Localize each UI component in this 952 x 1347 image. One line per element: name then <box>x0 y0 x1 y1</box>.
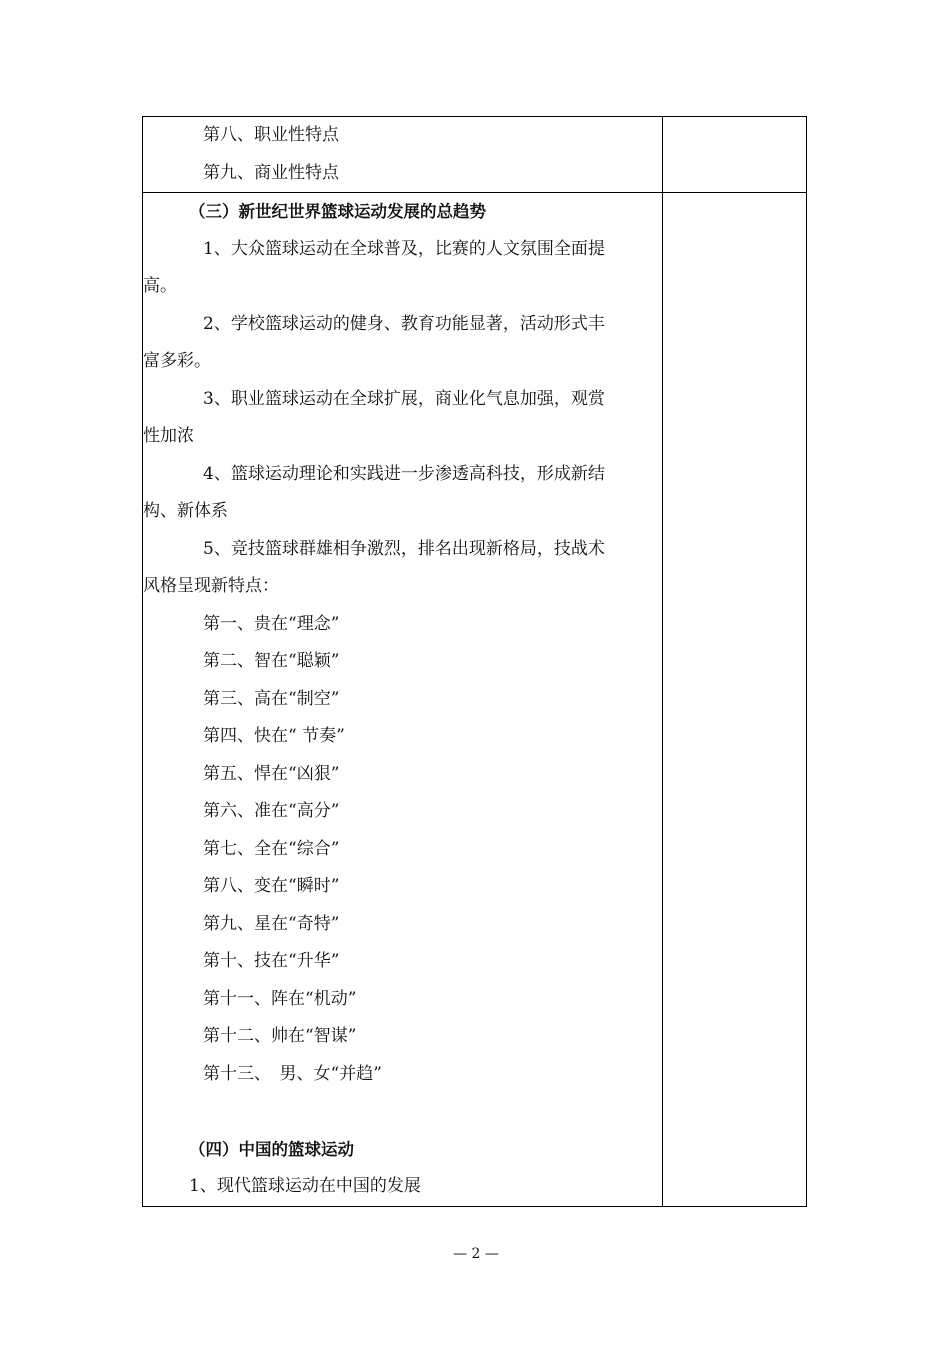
spacer <box>143 1093 662 1131</box>
paragraph-line: 风格呈现新特点： <box>143 576 279 596</box>
list-item: 第七、全在“综合” <box>203 838 340 859</box>
list-item: 第九、星在“奇特” <box>203 913 340 934</box>
notes-cell <box>663 193 807 1207</box>
notes-cell <box>663 117 807 193</box>
list-item: 第三、高在“制空” <box>203 688 340 709</box>
paragraph-line: 2、学校篮球运动的健身、教育功能显著，活动形式丰 <box>203 313 605 334</box>
list-item: 第六、准在“高分” <box>203 801 340 821</box>
paragraph-line: 富多彩。 <box>143 351 211 371</box>
section-heading: （四）中国的篮球运动 <box>189 1139 354 1159</box>
page-number: — 2 — <box>453 1246 499 1262</box>
list-item: 第八、变在“瞬时” <box>203 876 340 896</box>
list-item: 第五、悍在“凶狠” <box>203 763 340 784</box>
list-item: 第八、职业性特点 <box>203 125 339 145</box>
list-item: 1、现代篮球运动在中国的发展 <box>189 1176 421 1196</box>
lesson-table <box>142 116 807 1207</box>
table-row <box>143 117 807 193</box>
paragraph-line: 1、大众篮球运动在全球普及，比赛的人文氛围全面提 <box>203 238 605 259</box>
list-item: 第一、贵在“理念” <box>203 613 340 634</box>
list-item: 第十、技在“升华” <box>203 951 340 971</box>
list-item: 第九、商业性特点 <box>203 162 339 183</box>
list-item: 第四、快在“ 节奏” <box>203 726 345 746</box>
list-item: 第十一、阵在“机动” <box>203 988 357 1009</box>
list-item: 第十三、 男、女“并趋” <box>203 1063 382 1084</box>
list-item: 第二、智在“聪颖” <box>203 651 340 671</box>
paragraph-line: 5、竞技篮球群雄相争激烈，排名出现新格局，技战术 <box>203 538 605 559</box>
section-heading: （三）新世纪世界篮球运动发展的总趋势 <box>189 202 486 221</box>
paragraph-line: 构、新体系 <box>143 501 228 521</box>
paragraph-line: 高。 <box>143 276 177 296</box>
paragraph-line: 4、篮球运动理论和实践进一步渗透高科技，形成新结 <box>203 463 605 484</box>
content-cell <box>143 193 663 1207</box>
paragraph-line: 3、职业篮球运动在全球扩展，商业化气息加强，观赏 <box>203 388 605 409</box>
paragraph-line: 性加浓 <box>143 426 194 446</box>
table-row <box>143 193 807 1207</box>
list-item: 第十二、帅在“智谋” <box>203 1026 357 1046</box>
content-cell <box>143 117 663 193</box>
